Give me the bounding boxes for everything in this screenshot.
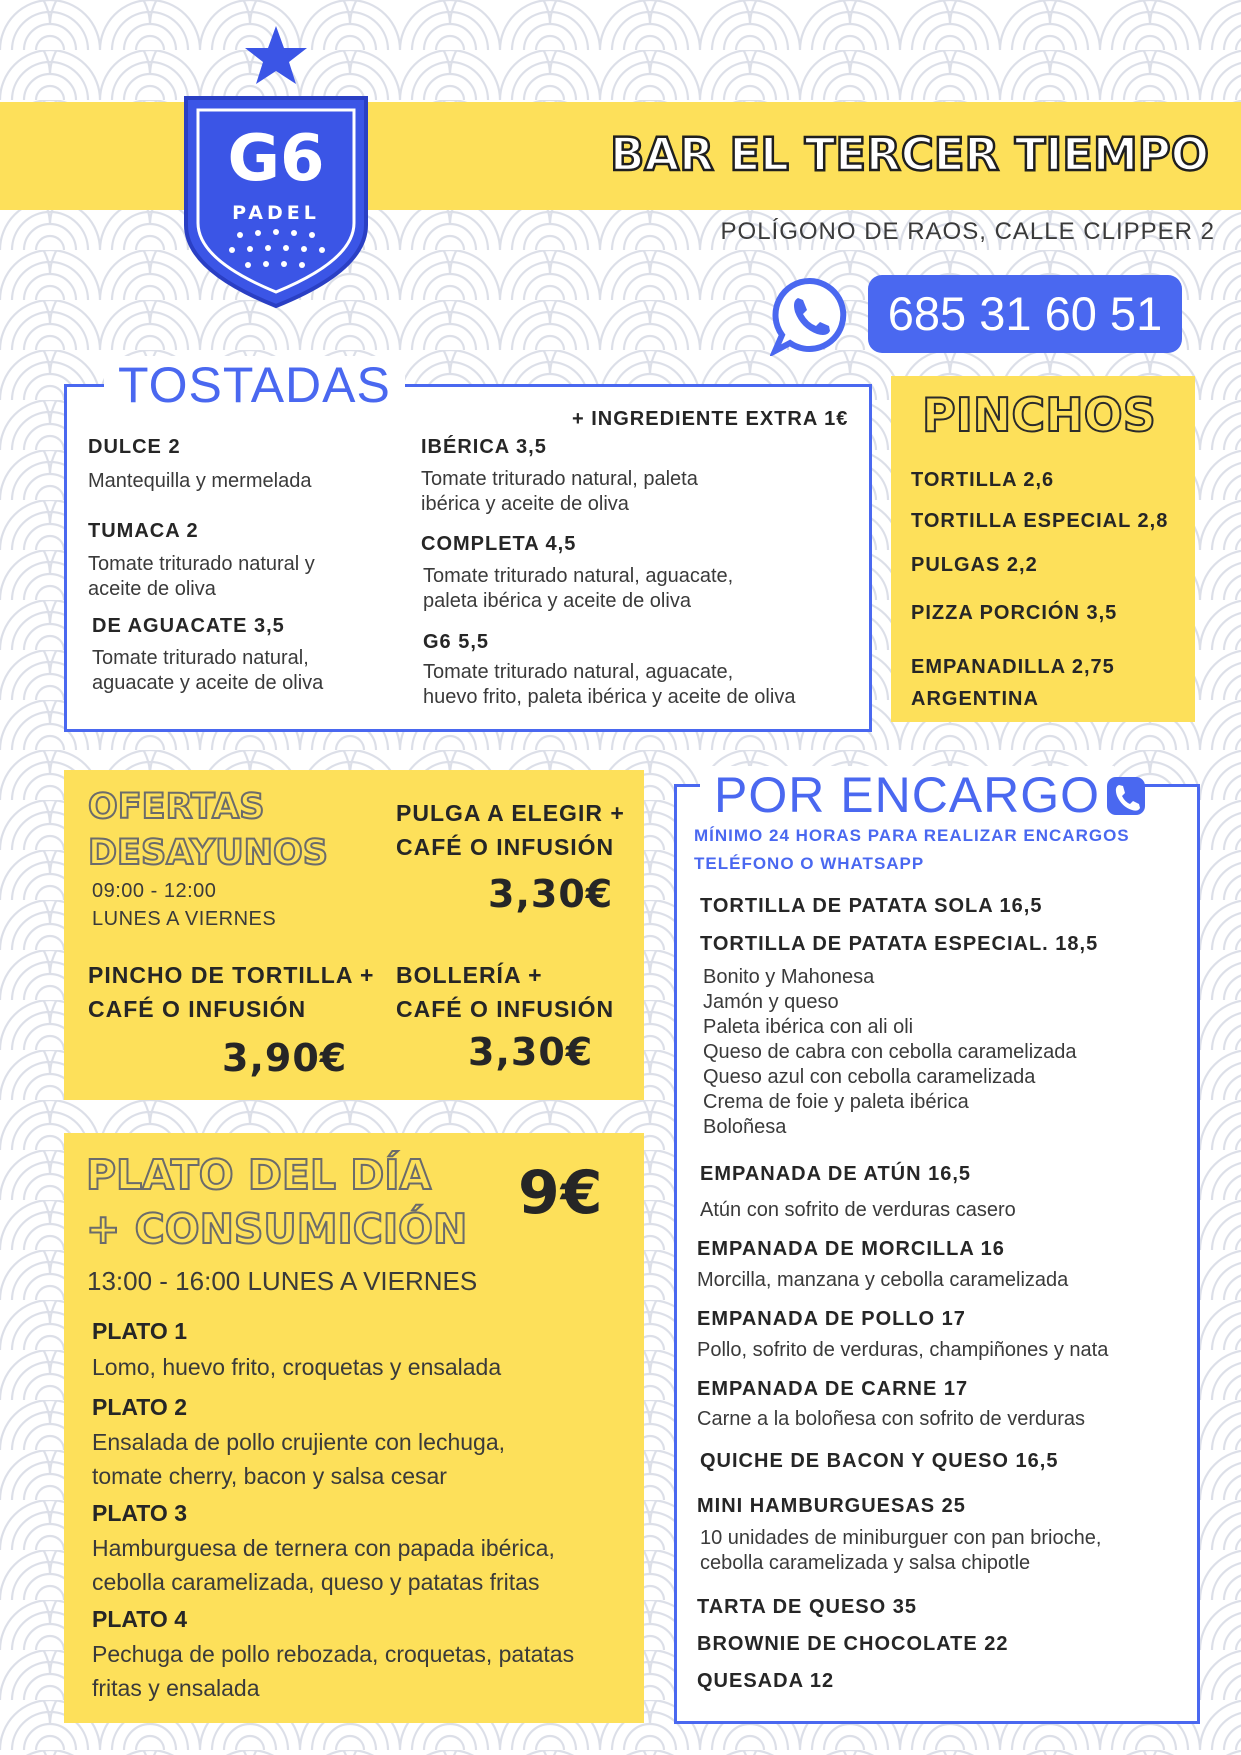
encargo-quiche: QUICHE DE BACON Y QUESO 16,5: [700, 1450, 1059, 1472]
offer-pulga-price: 3,30€: [488, 872, 614, 916]
plato-price: 9€: [518, 1158, 604, 1228]
encargo-note-1: MÍNIMO 24 HORAS PARA REALIZAR ENCARGOS: [694, 826, 1130, 845]
address: POLÍGONO DE RAOS, CALLE CLIPPER 2: [720, 218, 1215, 245]
tostada-completa: COMPLETA 4,5: [421, 533, 577, 555]
plato-1: PLATO 1: [92, 1318, 187, 1344]
pincho-pizza: PIZZA PORCIÓN 3,5: [911, 602, 1118, 624]
encargo-mini-hamburguesas: MINI HAMBURGUESAS 25: [697, 1495, 966, 1517]
offer-pincho-tortilla: PINCHO DE TORTILLA + CAFÉ O INFUSIÓN: [88, 962, 375, 1022]
plato-schedule: 13:00 - 16:00 LUNES A VIERNES: [87, 1266, 478, 1296]
encargo-tortilla-especial: TORTILLA DE PATATA ESPECIAL. 18,5: [700, 933, 1099, 955]
tostada-aguacate: DE AGUACATE 3,5: [92, 615, 285, 637]
plato-1-desc: Lomo, huevo frito, croquetas y ensalada: [92, 1354, 502, 1380]
offer-bolleria-price: 3,30€: [468, 1030, 594, 1074]
g6-padel-logo: [178, 20, 374, 310]
encargo-empanada-morcilla: EMPANADA DE MORCILLA 16: [697, 1238, 1005, 1260]
tostada-dulce: DULCE 2: [88, 436, 181, 458]
phone-icon: [1106, 776, 1146, 816]
tostada-dulce-desc: Mantequilla y mermelada: [88, 470, 312, 492]
plato-4: PLATO 4: [92, 1606, 187, 1632]
encargo-quesada: QUESADA 12: [697, 1670, 835, 1692]
plato-3-desc: Hamburguesa de ternera con papada ibérica, cebolla caramelizada, queso y patatas fritas: [92, 1535, 555, 1595]
tostada-tumaca: TUMACA 2: [88, 520, 199, 542]
tostada-iberica: IBÉRICA 3,5: [421, 436, 547, 458]
offer-pulga: PULGA A ELEGIR + CAFÉ O INFUSIÓN: [396, 800, 625, 860]
tostada-tumaca-desc: Tomate triturado natural y aceite de oliva: [88, 553, 315, 600]
encargo-tortilla-especial-desc: Bonito y Mahonesa Jamón y queso Paleta ibérica con ali oli Queso de cabra con cebolla caramelizada Queso azul con cebolla caramelizada Crema de foie y paleta ibérica Boloñesa: [703, 966, 1077, 1138]
encargo-tarta-queso: TARTA DE QUESO 35: [697, 1596, 917, 1618]
plato-2: PLATO 2: [92, 1394, 187, 1420]
encargo-empanada-carne: EMPANADA DE CARNE 17: [697, 1378, 969, 1400]
ofertas-days: LUNES A VIERNES: [92, 908, 277, 930]
pincho-tortilla-especial: TORTILLA ESPECIAL 2,8: [911, 510, 1169, 532]
offer-bolleria: BOLLERÍA + CAFÉ O INFUSIÓN: [396, 962, 615, 1022]
phone-number[interactable]: 685 31 60 51: [868, 275, 1182, 353]
pincho-empanadilla: EMPANADILLA 2,75 ARGENTINA: [911, 656, 1115, 710]
logo-subtext: PADEL: [232, 202, 320, 224]
encargo-empanada-atun: EMPANADA DE ATÚN 16,5: [700, 1163, 972, 1185]
encargo-empanada-pollo: EMPANADA DE POLLO 17: [697, 1308, 966, 1330]
tostadas-title: TOSTADAS: [104, 356, 405, 414]
encargo-empanada-carne-desc: Carne a la boloñesa con sofrito de verduras: [697, 1408, 1086, 1430]
offer-pincho-tortilla-price: 3,90€: [222, 1036, 348, 1080]
logo-text: G6: [227, 122, 325, 196]
plato-4-desc: Pechuga de pollo rebozada, croquetas, patatas fritas y ensalada: [92, 1641, 575, 1701]
tostada-g6: G6 5,5: [423, 631, 490, 653]
pincho-tortilla: TORTILLA 2,6: [911, 469, 1055, 491]
pincho-pulgas: PULGAS 2,2: [911, 554, 1038, 576]
ofertas-title: OFERTAS DESAYUNOS: [88, 787, 328, 873]
encargo-empanada-morcilla-desc: Morcilla, manzana y cebolla caramelizada: [697, 1269, 1069, 1291]
encargo-empanada-atun-desc: Atún con sofrito de verduras casero: [700, 1199, 1016, 1221]
plato-title: PLATO DEL DÍA + CONSUMICIÓN: [86, 1151, 468, 1253]
tostada-g6-desc: Tomate triturado natural, aguacate, huevo frito, paleta ibérica y aceite de oliva: [423, 661, 796, 708]
whatsapp-icon: [770, 276, 850, 356]
ofertas-hours: 09:00 - 12:00: [92, 880, 217, 902]
encargo-note-2: TELÉFONO O WHATSAPP: [694, 854, 925, 873]
plato-3: PLATO 3: [92, 1500, 187, 1526]
pinchos-title: PINCHOS: [922, 388, 1156, 442]
encargo-brownie: BROWNIE DE CHOCOLATE 22: [697, 1633, 1009, 1655]
plato-2-desc: Ensalada de pollo crujiente con lechuga, tomate cherry, bacon y salsa cesar: [92, 1429, 506, 1489]
bar-name: BAR EL TERCER TIEMPO: [610, 128, 1209, 181]
encargo-title: POR ENCARGO: [700, 766, 1114, 824]
tostada-completa-desc: Tomate triturado natural, aguacate, paleta ibérica y aceite de oliva: [423, 565, 734, 612]
encargo-mini-hamburguesas-desc: 10 unidades de miniburguer con pan brioche, cebolla caramelizada y salsa chipotle: [700, 1527, 1102, 1574]
encargo-tortilla-sola: TORTILLA DE PATATA SOLA 16,5: [700, 895, 1043, 917]
tostadas-extra-note: + INGREDIENTE EXTRA 1€: [572, 408, 849, 430]
tostada-aguacate-desc: Tomate triturado natural, aguacate y aceite de oliva: [92, 647, 324, 694]
tostada-iberica-desc: Tomate triturado natural, paleta ibérica y aceite de oliva: [421, 468, 698, 515]
encargo-empanada-pollo-desc: Pollo, sofrito de verduras, champiñones y nata: [697, 1339, 1109, 1361]
